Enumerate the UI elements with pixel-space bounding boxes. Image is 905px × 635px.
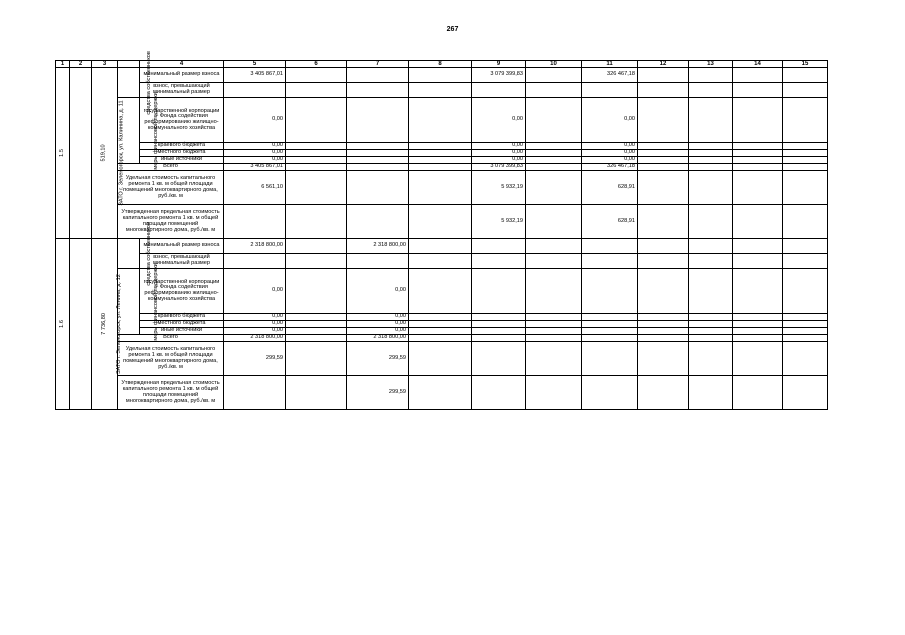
value-cell: 0,00 [224,321,286,328]
row-label: иные источники [140,328,224,335]
value-cell: 326 467,18 [582,164,638,171]
row-label: Удельная стоимость капитального ремонта 1 кв. м общей площади помещений многоквартирного дома, руб./кв. м [118,342,224,376]
value-cell [347,68,409,83]
value-cell: 3 079 399,83 [472,164,526,171]
value-cell [582,269,638,314]
value-cell: 0,00 [472,150,526,157]
row-label: местного бюджета [140,150,224,157]
value-cell: 0,00 [582,150,638,157]
value-cell [472,321,526,328]
value-cell: 0,00 [472,157,526,164]
col-header: 1 [56,61,70,68]
value-cell [472,269,526,314]
row-label: государственной корпорации – Фонда содействия реформированию жилищно-коммунального хозяйства [140,269,224,314]
col-header [118,61,140,68]
value-cell [347,98,409,143]
value-cell [347,171,409,205]
value-cell: 299,59 [347,376,409,410]
value-cell: 0,00 [582,98,638,143]
col-header: 2 [70,61,92,68]
col-header: 4 [140,61,224,68]
col-header: 8 [409,61,472,68]
value-cell: 3 079 399,83 [472,68,526,83]
col-header: 13 [689,61,733,68]
row-label: минимальный размер взноса [140,68,224,83]
address-cell: ЗАТО г. Зеленогорск, ул. Калинина, д. 11 [70,68,92,239]
table-row [56,239,828,254]
column-number-row [56,61,828,68]
capital-repair-table [55,51,828,410]
table-row [56,254,828,269]
table-row [56,342,828,376]
table-row [56,98,828,143]
value-cell: 2 318 800,00 [347,335,409,342]
col-header: 5 [224,61,286,68]
value-cell: 2 318 800,00 [224,239,286,254]
col-header: 9 [472,61,526,68]
table-row [56,83,828,98]
value-cell [347,150,409,157]
value-cell: 0,00 [224,328,286,335]
value-cell [347,143,409,150]
value-cell: 0,00 [224,150,286,157]
value-cell [582,328,638,335]
row-label: Утвержденная предельная стоимость капитального ремонта 1 кв. м общей площади помещений многоквартирного дома, руб./кв. м [118,376,224,410]
col-header: 14 [733,61,783,68]
value-cell: 0,00 [472,98,526,143]
value-cell [224,376,286,410]
row-label: краевого бюджета [140,143,224,150]
table-row [56,205,828,239]
value-cell [472,314,526,321]
value-cell: 628,91 [582,205,638,239]
value-cell [582,335,638,342]
page-number: 267 [446,26,459,33]
col-header: 6 [286,61,347,68]
value-cell: 0,00 [472,143,526,150]
value-cell: 0,00 [582,143,638,150]
value-cell: 0,00 [347,314,409,321]
value-cell [472,335,526,342]
value-cell: 0,00 [224,269,286,314]
table-row [56,269,828,314]
value-cell: 0,00 [582,157,638,164]
row-label: взнос, превышающий минимальный размер [140,254,224,269]
col-header: 12 [638,61,689,68]
value-cell [472,342,526,376]
value-cell: 0,00 [224,143,286,150]
address-cell: ЗАТО г. Зеленогорск, ул. Ленина, д. 12 [70,239,92,410]
area-cell: 519,10 [92,68,118,239]
value-cell [582,239,638,254]
table-row [56,335,828,342]
row-label: Удельная стоимость капитального ремонта 1 кв. м общей площади помещений многоквартирного дома, руб./кв. м [118,171,224,205]
value-cell [347,164,409,171]
value-cell: 628,91 [582,171,638,205]
row-number-cell: 1.6 [56,239,70,410]
row-label: минимальный размер взноса [140,239,224,254]
value-cell: 326 467,18 [582,68,638,83]
row-label: Утвержденная предельная стоимость капитального ремонта 1 кв. м общей площади помещений многоквартирного дома, руб./кв. м [118,205,224,239]
value-cell: 0,00 [224,157,286,164]
value-cell: 0,00 [224,314,286,321]
value-cell: 5 932,19 [472,205,526,239]
table-row [56,164,828,171]
row-label-total: Всего [118,335,224,342]
row-label: государственной корпорации – Фонда содействия реформированию жилищно-коммунального хозяйства [140,98,224,143]
col-header: 3 [92,61,118,68]
value-cell [472,376,526,410]
value-cell: 3 405 867,01 [224,68,286,83]
value-cell: 2 318 800,00 [224,335,286,342]
area-cell: 7 736,80 [92,239,118,410]
group-label-support: меры финансовой поддержки [118,269,140,335]
group-label-support: меры финансовой поддержки [118,98,140,164]
value-cell [582,376,638,410]
value-cell: 2 318 800,00 [347,239,409,254]
col-header: 15 [783,61,828,68]
col-header: 10 [526,61,582,68]
table-row [56,376,828,410]
value-cell: 3 405 867,01 [224,164,286,171]
group-label-owners: средства собственников [118,68,140,98]
value-cell [582,314,638,321]
row-label: иные источники [140,157,224,164]
value-cell [472,328,526,335]
group-label-owners: средства собственников [118,239,140,269]
value-cell [224,205,286,239]
row-label: краевого бюджета [140,314,224,321]
value-cell: 5 932,19 [472,171,526,205]
table-row [56,68,828,83]
value-cell: 299,59 [347,342,409,376]
row-number-cell: 1.5 [56,68,70,239]
value-cell [582,342,638,376]
row-label: взнос, превышающий минимальный размер [140,83,224,98]
value-cell: 0,00 [347,269,409,314]
value-cell [472,239,526,254]
value-cell: 0,00 [224,98,286,143]
value-cell [347,205,409,239]
col-header: 11 [582,61,638,68]
table-row [56,171,828,205]
value-cell: 0,00 [347,328,409,335]
row-label-total: Всего [118,164,224,171]
value-cell [582,321,638,328]
value-cell: 0,00 [347,321,409,328]
value-cell [347,157,409,164]
value-cell: 6 561,10 [224,171,286,205]
col-header: 7 [347,61,409,68]
row-label: местного бюджета [140,321,224,328]
value-cell: 299,59 [224,342,286,376]
